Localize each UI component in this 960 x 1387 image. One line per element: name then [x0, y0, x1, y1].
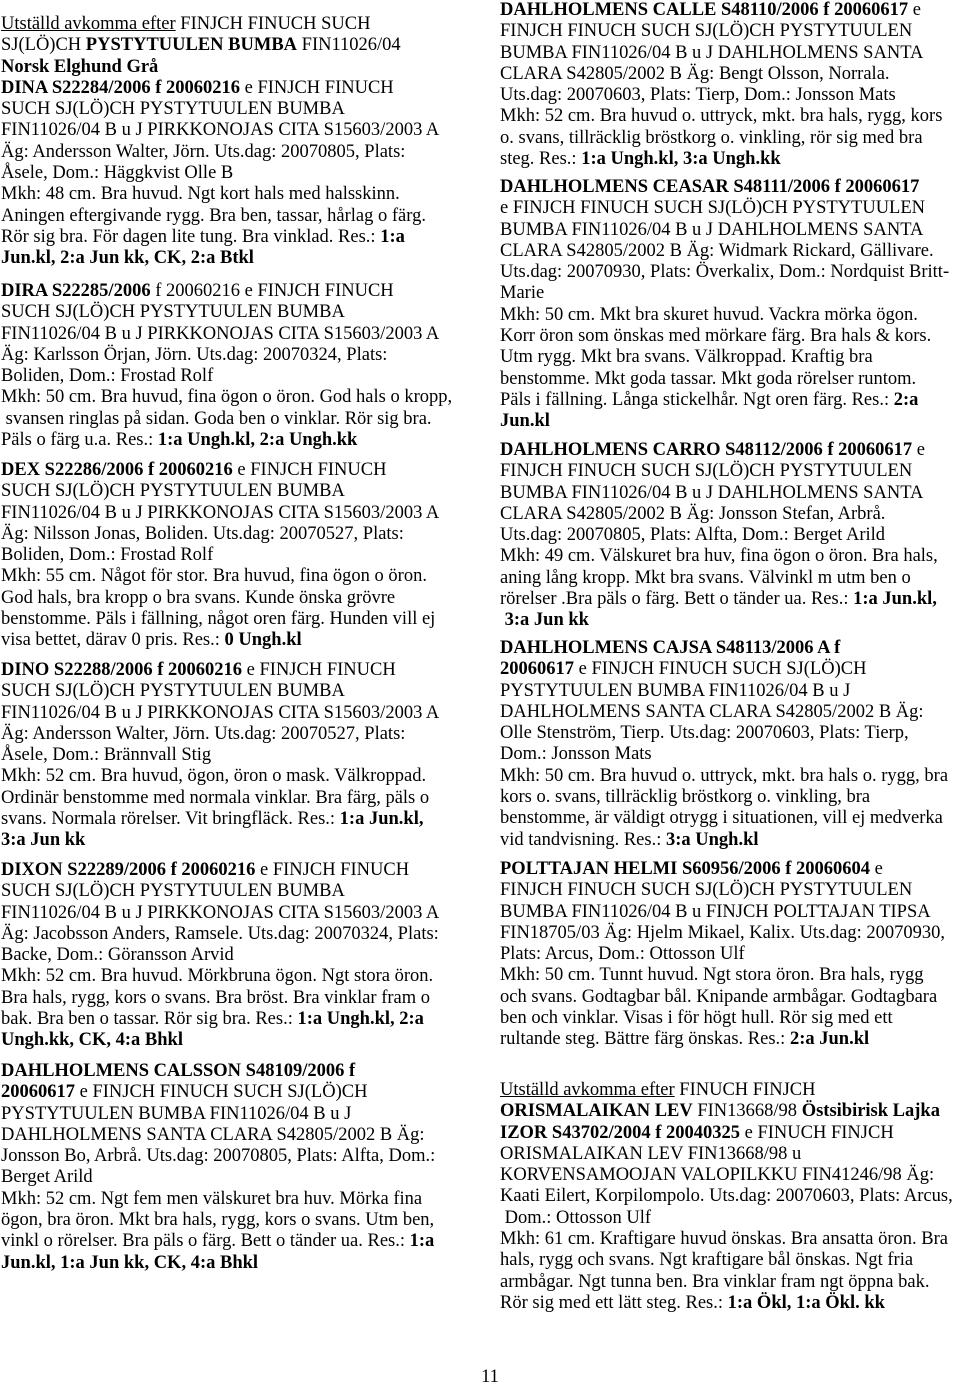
- text-line: [1, 460, 439, 481]
- text-line: [1, 1167, 435, 1188]
- text: vid tandvisning. Res.:: [500, 829, 666, 850]
- text-line: [1, 1125, 435, 1146]
- text: Mkh: 50 cm. Bra huvud, fina ögon o öron. God hals o kropp,: [1, 387, 453, 408]
- text: BUMBA FIN11026/04 B u J DAHLHOLMENS SANTA: [500, 42, 924, 63]
- text: Mkh: 61 cm. Kraftigare huvud önskas. Bra ansatta öron. Bra: [500, 1229, 949, 1250]
- text-line: [500, 305, 949, 326]
- text: Åsele, Dom.: Häggkvist Olle B: [1, 163, 234, 184]
- text: e: [908, 0, 921, 20]
- text: SUCH SJ(LÖ)CH PYSTYTUULEN BUMBA: [1, 681, 345, 702]
- text: God hals, bra kropp o bra svans. Kunde önska grövre: [1, 587, 396, 608]
- text: FIN11026/04 B u J PIRKKONOJAS CITA S15603/2003 A: [1, 502, 440, 523]
- text: Utm rygg. Mkt bra svans. Välkroppad. Kraftig bra: [500, 347, 873, 368]
- text: Äg: Nilsson Jonas, Boliden. Uts.dag: 20070527, Plats:: [1, 523, 404, 544]
- bold-text: DAHLHOLMENS CARRO S48112/2006 f 20060617: [500, 440, 913, 460]
- text: Mkh: 48 cm. Bra huvud. Ngt kort hals med halsskinn.: [1, 184, 400, 205]
- text-line: [500, 902, 945, 923]
- text: Rör sig med ett lätt steg. Res.:: [500, 1292, 728, 1313]
- text: ben och vinklar. Visas i för högt hull. Rör sig med ett: [500, 1008, 893, 1029]
- text-line: [500, 106, 942, 127]
- text: e FINJCH FINUCH: [232, 460, 387, 480]
- bold-text: IZOR S43702/2004 f 20040325: [500, 1122, 741, 1143]
- text-line: [500, 1250, 953, 1271]
- text-line: [1, 745, 439, 766]
- text: FIN13668/98: [692, 1101, 802, 1122]
- text-line: [1, 1104, 435, 1125]
- text-line: [1, 988, 439, 1009]
- text: ögon, bra öron. Mkt bra hals, rygg, kors o svans. Utm ben,: [1, 1210, 435, 1231]
- bold-text: DAHLHOLMENS CEASAR S48111/2006 f 20060617: [500, 177, 920, 197]
- text: rultande steg. Bättre färg önskas. Res.:: [500, 1029, 790, 1050]
- text-line: [500, 483, 938, 504]
- text: CLARA S42805/2002 B Äg: Widmark Rickard, Gällivare.: [500, 240, 934, 261]
- text-line: [1, 609, 439, 630]
- text: Aningen eftergivande rygg. Bra ben, tassar, hårlag o färg.: [1, 205, 426, 226]
- text: rörelser .Bra päls o färg. Bett o tänder ua. Res.:: [500, 589, 854, 610]
- bold-text: DAHLHOLMENS CAJSA S48113/2006 A f: [500, 638, 841, 658]
- text-line: [500, 638, 948, 659]
- text-line: [1, 35, 439, 56]
- text-line: [1, 1146, 435, 1167]
- text-line: [1, 503, 439, 524]
- text-line: [1, 142, 439, 163]
- bold-text: Norsk Elghund Grå: [1, 56, 159, 77]
- text: Backe, Dom.: Göransson Arvid: [1, 945, 234, 966]
- text-line: [500, 461, 938, 482]
- text-line: [1, 681, 439, 702]
- text-line: [500, 1144, 953, 1165]
- text-line: [500, 43, 942, 64]
- text: o. svans, tillräcklig bröstkorg o. vinkling, rör sig med bra: [500, 127, 923, 148]
- bold-text: DEX S22286/2006 f 20060216: [1, 460, 233, 480]
- text-line: [1, 14, 439, 35]
- text: FIN11026/04 B u J PIRKKONOJAS CITA S15603/2003 A: [1, 902, 440, 923]
- text: BUMBA FIN11026/04 B u J DAHLHOLMENS SANTA: [500, 219, 924, 240]
- text-line: [500, 220, 949, 241]
- bold-text: 1:a: [380, 226, 405, 247]
- text-line: [500, 128, 942, 149]
- text: Mkh: 52 cm. Ngt fem men välskuret bra huv. Mörka fina: [1, 1188, 423, 1209]
- text-line: [500, 369, 949, 390]
- text-line: [1, 345, 452, 366]
- text: Päls i fällning. Långa stickelhår. Ngt oren färg. Res.:: [500, 389, 894, 410]
- text-line: [1, 1189, 435, 1210]
- text-line: [500, 766, 948, 787]
- text-line: [1, 387, 452, 408]
- text-line: [500, 1008, 945, 1029]
- text-line: [500, 923, 945, 944]
- text: bak. Bra ben o tassar. Rör sig bra. Res.:: [1, 1009, 298, 1030]
- text-line: [1, 724, 439, 745]
- text: e: [870, 859, 883, 879]
- underlined-heading: Utställd avkomma efter: [1, 14, 176, 34]
- text: benstomme. Päls i fällning, något oren färg. Hunden vill ej: [1, 609, 436, 630]
- text: benstomme, är väldigt otrygg i situationen, vill ej medverka: [500, 808, 943, 829]
- text: Äg: Karlsson Örjan, Jörn. Uts.dag: 20070324, Plats:: [1, 344, 388, 365]
- text-line: [500, 1208, 953, 1229]
- text: BUMBA FIN11026/04 B u FINJCH POLTTAJAN TIPSA: [500, 901, 931, 922]
- text: PYSTYTUULEN BUMBA FIN11026/04 B u J: [1, 1103, 352, 1124]
- text: f 20060216 e FINJCH FINUCH: [150, 281, 394, 301]
- text-line: [1, 660, 439, 681]
- text-line: [500, 702, 948, 723]
- text: Korr öron som önskas med mörkare färg. Bra hals & kors.: [500, 326, 932, 347]
- text-line: [500, 681, 948, 702]
- entry-dex: [1, 460, 439, 652]
- text: e FINJCH FINUCH SUCH SJ(LÖ)CH PYSTYTUULEN: [500, 198, 926, 219]
- text: Berget Arild: [1, 1167, 93, 1188]
- text-line: [500, 504, 938, 525]
- bold-text: DINA S22284/2006 f 20060216: [1, 77, 240, 98]
- text: och svans. Godtagbar bål. Knipande armbågar. Godtagbara: [500, 986, 938, 1007]
- text-line: [500, 283, 949, 304]
- text: DAHLHOLMENS SANTA CLARA S42805/2002 B Äg:: [500, 701, 924, 722]
- entry-dahlholmens-calle: [500, 0, 942, 170]
- text-line: [500, 1165, 953, 1186]
- text: e FINJCH FINUCH: [242, 660, 396, 680]
- text: Äg: Andersson Walter, Jörn. Uts.dag: 20070527, Plats:: [1, 723, 406, 744]
- text: Mkh: 50 cm. Bra huvud o. uttryck, mkt. bra hals o. rygg, bra: [500, 765, 949, 786]
- text: CLARA S42805/2002 B Äg: Jonsson Stefan, Arbrå.: [500, 503, 886, 524]
- text: visa bettet, därav 0 pris. Res.:: [1, 630, 225, 651]
- text-line: [500, 1293, 953, 1314]
- text: Mkh: 49 cm. Välskuret bra huv, fina ögon o öron. Bra hals,: [500, 546, 938, 567]
- text-line: [500, 525, 938, 546]
- text-line: [1, 766, 439, 787]
- text: ORISMALAIKAN LEV FIN13668/98 u: [500, 1143, 802, 1164]
- text-line: [1, 945, 439, 966]
- text: FIN11026/04 B u J PIRKKONOJAS CITA S15603/2003 A: [1, 323, 440, 344]
- text: Plats: Arcus, Dom.: Ottosson Ulf: [500, 944, 745, 965]
- text: Uts.dag: 20070930, Plats: Överkalix, Dom.: Nordquist Britt-: [500, 262, 950, 283]
- text-line: [500, 744, 948, 765]
- bold-text: 1:a: [409, 1231, 435, 1252]
- text: BUMBA FIN11026/04 B u J DAHLHOLMENS SANTA: [500, 482, 924, 503]
- bold-text: PYSTYTUULEN BUMBA: [85, 35, 298, 56]
- text-line: [1, 99, 439, 120]
- text-line: [500, 568, 938, 589]
- text-line: [500, 390, 949, 411]
- bold-text: POLTTAJAN HELMI S60956/2006 f 20060604: [500, 859, 871, 879]
- text-line: [500, 808, 948, 829]
- text: Boliden, Dom.: Frostad Rolf: [1, 545, 214, 566]
- bold-text: 1:a Ungh.kl, 2:a: [297, 1009, 424, 1030]
- text: hals, rygg och svans. Ngt kraftigare bål önskas. Ngt fria: [500, 1250, 914, 1271]
- text-line: [500, 944, 945, 965]
- text: SUCH SJ(LÖ)CH PYSTYTUULEN BUMBA: [1, 99, 345, 120]
- bold-text: Jun.kl, 2:a Jun kk, CK, 2:a Btkl: [1, 248, 254, 269]
- entry-dahlholmens-ceasar: [500, 177, 949, 433]
- sire-header-and-entry-izor: [500, 1080, 953, 1314]
- text: FIN18705/03 Äg: Hjelm Mikael, Kalix. Uts.dag: 20070930,: [500, 922, 945, 943]
- entry-dino: [1, 660, 439, 852]
- text-line: [1, 409, 452, 430]
- page-number: 11: [481, 1367, 499, 1387]
- text-line: [1, 881, 439, 902]
- text-line: [1, 481, 439, 502]
- text-line: [500, 659, 948, 680]
- text-line: [500, 198, 949, 219]
- bold-text: Jun.kl, 1:a Jun kk, CK, 4:a Bhkl: [1, 1252, 259, 1273]
- text-line: [500, 347, 949, 368]
- bold-text: DINO S22288/2006 f 20060216: [1, 660, 243, 680]
- text-line: [500, 21, 942, 42]
- text-line: [1, 860, 439, 881]
- text: FINUCH FINJCH: [674, 1080, 816, 1100]
- entry-dahlholmens-cajsa: [500, 638, 948, 851]
- text-line: [1, 788, 439, 809]
- text-line: [500, 1080, 953, 1101]
- text-line: [500, 589, 938, 610]
- text: FIN11026/04 B u J PIRKKONOJAS CITA S15603/2003 A: [1, 120, 440, 141]
- text: Äg: Jacobsson Anders, Ramsele. Uts.dag: 20070324, Plats:: [1, 923, 439, 944]
- text-line: [1, 1009, 439, 1030]
- bold-text: 2:a: [893, 389, 919, 410]
- text-line: [1, 830, 439, 851]
- text: e FINJCH FINUCH SUCH SJ(LÖ)CH: [574, 659, 867, 680]
- bold-text: Ungh.kk, CK, 4:a Bhkl: [1, 1030, 183, 1051]
- text-line: [500, 64, 942, 85]
- text: Uts.dag: 20070805, Plats: Alfta, Dom.: Berget Arild: [500, 525, 886, 546]
- text: e: [912, 440, 926, 460]
- text-line: [1, 630, 439, 651]
- text-line: [500, 85, 942, 106]
- bold-text: DIRA S22285/2006: [1, 281, 151, 301]
- text-line: [500, 1272, 953, 1293]
- text-line: [500, 1229, 953, 1250]
- text-line: [500, 859, 945, 880]
- text-line: [1, 248, 439, 269]
- text: Dom.: Ottosson Ulf: [500, 1207, 652, 1228]
- text-line: [1, 78, 439, 99]
- right-column: [500, 0, 958, 1387]
- bold-text: 20060617: [1, 1082, 75, 1103]
- text-line: [1, 281, 452, 302]
- bold-text: 3:a Ungh.kl: [666, 829, 759, 850]
- text: Mkh: 50 cm. Tunnt huvud. Ngt stora öron. Bra hals, rygg: [500, 965, 924, 986]
- text-line: [1, 1061, 435, 1082]
- text: e FINJCH FINUCH: [239, 77, 394, 98]
- text-line: [1, 57, 439, 78]
- text: SUCH SJ(LÖ)CH PYSTYTUULEN BUMBA: [1, 481, 345, 502]
- text: steg. Res.:: [500, 149, 582, 170]
- text: Boliden, Dom.: Frostad Rolf: [1, 366, 214, 387]
- text-line: [500, 1029, 945, 1050]
- text: Bra hals, rygg, kors o svans. Bra bröst. Bra vinklar fram o: [1, 987, 431, 1008]
- text: Uts.dag: 20070603, Plats: Tierp, Dom.: Jonsson Mats: [500, 85, 896, 106]
- bold-text: DAHLHOLMENS CALSSON S48109/2006 f: [1, 1061, 356, 1081]
- text-line: [1, 163, 439, 184]
- entry-dahlholmens-carro: [500, 440, 938, 632]
- text-line: [500, 241, 949, 262]
- entry-dixon: [1, 860, 439, 1052]
- text: Mkh: 52 cm. Bra huvud. Mörkbruna ögon. Ngt stora öron.: [1, 966, 434, 987]
- bold-text: Jun.kl: [500, 411, 550, 432]
- bold-text: ORISMALAIKAN LEV: [500, 1101, 693, 1122]
- text-line: [1, 524, 439, 545]
- bold-text: DIXON S22289/2006 f 20060216: [1, 860, 256, 880]
- text-line: [1, 903, 439, 924]
- text-line: [1, 809, 439, 830]
- text-line: [1, 1030, 439, 1051]
- text: FIN11026/04: [297, 35, 401, 56]
- text-line: [1, 430, 452, 451]
- text: SUCH SJ(LÖ)CH PYSTYTUULEN BUMBA: [1, 302, 345, 323]
- text: FINJCH FINUCH SUCH SJ(LÖ)CH PYSTYTUULEN: [500, 21, 913, 42]
- text: Äg: Andersson Walter, Jörn. Uts.dag: 20070805, Plats:: [1, 141, 406, 162]
- bold-text: 3:a Jun kk: [1, 830, 86, 851]
- text: Marie: [500, 283, 545, 304]
- text: Mkh: 52 cm. Bra huvud o. uttryck, mkt. bra hals, rygg, kors: [500, 106, 943, 127]
- text: svans. Normala rörelser. Vit bringfläck. Res.:: [1, 809, 340, 830]
- text: Mkh: 55 cm. Något för stor. Bra huvud, fina ögon o öron.: [1, 566, 427, 587]
- text-line: [500, 723, 948, 744]
- text: PYSTYTUULEN BUMBA FIN11026/04 B u J: [500, 680, 851, 701]
- text: FIN11026/04 B u J PIRKKONOJAS CITA S15603/2003 A: [1, 702, 440, 723]
- text-line: [500, 326, 949, 347]
- entry-dira: [1, 281, 452, 451]
- text: Mkh: 52 cm. Bra huvud, ögon, öron o mask. Välkroppad.: [1, 766, 427, 787]
- text-line: [500, 440, 938, 461]
- text-line: [500, 149, 942, 170]
- bold-text: 2:a Jun.kl: [789, 1029, 870, 1050]
- text-line: [1, 206, 439, 227]
- underlined-heading: Utställd avkomma efter: [500, 1080, 675, 1100]
- text: e FINJCH FINUCH: [255, 860, 410, 880]
- bold-text: 1:a Jun.kl,: [853, 589, 937, 610]
- text-line: [500, 1186, 953, 1207]
- text-line: [1, 184, 439, 205]
- text: benstomme. Mkt goda tassar. Mkt goda rörelser runtom.: [500, 368, 917, 389]
- text: Jonsson Bo, Arbrå. Uts.dag: 20070805, Plats: Alfta, Dom.:: [1, 1146, 436, 1167]
- text: Olle Stenström, Tierp. Uts.dag: 20070603, Plats: Tierp,: [500, 723, 909, 744]
- text: aning lång kropp. Mkt bra svans. Välvinkl m utm ben o: [500, 567, 911, 588]
- text-line: [500, 965, 945, 986]
- text-line: [1, 227, 439, 248]
- text-line: [1, 302, 452, 323]
- text: armbågar. Ngt tunna ben. Bra vinklar fram ngt öppna bak.: [500, 1271, 930, 1292]
- text: kors o. svans, tillräcklig bröstkorg o. vinkling, bra: [500, 787, 871, 808]
- text-line: [1, 366, 452, 387]
- text: SJ(LÖ)CH: [1, 35, 86, 56]
- text-line: [1, 545, 439, 566]
- text: DAHLHOLMENS SANTA CLARA S42805/2002 B Äg:: [1, 1124, 425, 1145]
- entry-dahlholmens-calsson: [1, 1061, 435, 1274]
- text: KORVENSAMOOJAN VALOPILKKU FIN41246/98 Äg:: [500, 1165, 935, 1186]
- text-line: [500, 787, 948, 808]
- text-line: [1, 924, 439, 945]
- text-line: [1, 566, 439, 587]
- text-line: [500, 0, 942, 21]
- text-line: [1, 1231, 435, 1252]
- text: vinkl o rörelser. Bra päls o färg. Bett o tänder ua. Res.:: [1, 1231, 410, 1252]
- text: Dom.: Jonsson Mats: [500, 744, 652, 765]
- text-line: [1, 120, 439, 141]
- text-line: [500, 830, 948, 851]
- sire-header-and-entry-dina: [1, 14, 439, 270]
- text-line: [500, 1101, 953, 1122]
- text-line: [500, 177, 949, 198]
- text: FINJCH FINUCH SUCH: [175, 14, 371, 34]
- text: Kaati Eilert, Korpilompolo. Uts.dag: 20070603, Plats: Arcus,: [500, 1186, 953, 1207]
- left-column: [1, 0, 491, 1387]
- text: Åsele, Dom.: Brännvall Stig: [1, 745, 212, 766]
- bold-text: 1:a Ungh.kl, 2:a Ungh.kk: [157, 430, 358, 451]
- bold-text: 1:a Ungh.kl, 3:a Ungh.kk: [581, 149, 781, 170]
- text: Päls o färg u.a. Res.:: [1, 430, 158, 451]
- text: Ordinär benstomme med normala vinklar. Bra färg, päls o: [1, 787, 430, 808]
- text-line: [1, 966, 439, 987]
- entry-polttajan-helmi: [500, 859, 945, 1051]
- text-line: [500, 546, 938, 567]
- text-line: [500, 610, 938, 631]
- text-line: [500, 1123, 953, 1144]
- bold-text: 1:a Jun.kl,: [339, 809, 424, 830]
- bold-text: Östsibirisk Lajka: [801, 1101, 940, 1122]
- bold-text: 0 Ungh.kl: [224, 630, 302, 651]
- text-line: [500, 987, 945, 1008]
- bold-text: 1:a Ökl, 1:a Ökl. kk: [727, 1292, 885, 1313]
- text-line: [1, 588, 439, 609]
- text: e FINUCH FINJCH: [740, 1122, 894, 1143]
- text: CLARA S42805/2002 B Äg: Bengt Olsson, Norrala.: [500, 63, 890, 84]
- text-line: [1, 703, 439, 724]
- text-line: [1, 1210, 435, 1231]
- text-line: [1, 1082, 435, 1103]
- bold-text: 20060617: [500, 659, 574, 680]
- text: FINJCH FINUCH SUCH SJ(LÖ)CH PYSTYTUULEN: [500, 461, 913, 482]
- text: FINJCH FINUCH SUCH SJ(LÖ)CH PYSTYTUULEN: [500, 880, 913, 901]
- text-line: [500, 411, 949, 432]
- text: SUCH SJ(LÖ)CH PYSTYTUULEN BUMBA: [1, 881, 345, 902]
- text: svansen ringlas på sidan. Goda ben o vinklar. Rör sig bra.: [1, 408, 432, 429]
- text: Mkh: 50 cm. Mkt bra skuret huvud. Vackra mörka ögon.: [500, 304, 918, 325]
- bold-text: DAHLHOLMENS CALLE S48110/2006 f 20060617: [500, 0, 909, 20]
- text-line: [500, 880, 945, 901]
- text-line: [1, 1253, 435, 1274]
- text: Rör sig bra. För dagen lite tung. Bra vinklad. Res.:: [1, 226, 381, 247]
- bold-text: 3:a Jun kk: [500, 610, 589, 631]
- text-line: [500, 262, 949, 283]
- text: e FINJCH FINUCH SUCH SJ(LÖ)CH: [75, 1082, 368, 1103]
- text-line: [1, 324, 452, 345]
